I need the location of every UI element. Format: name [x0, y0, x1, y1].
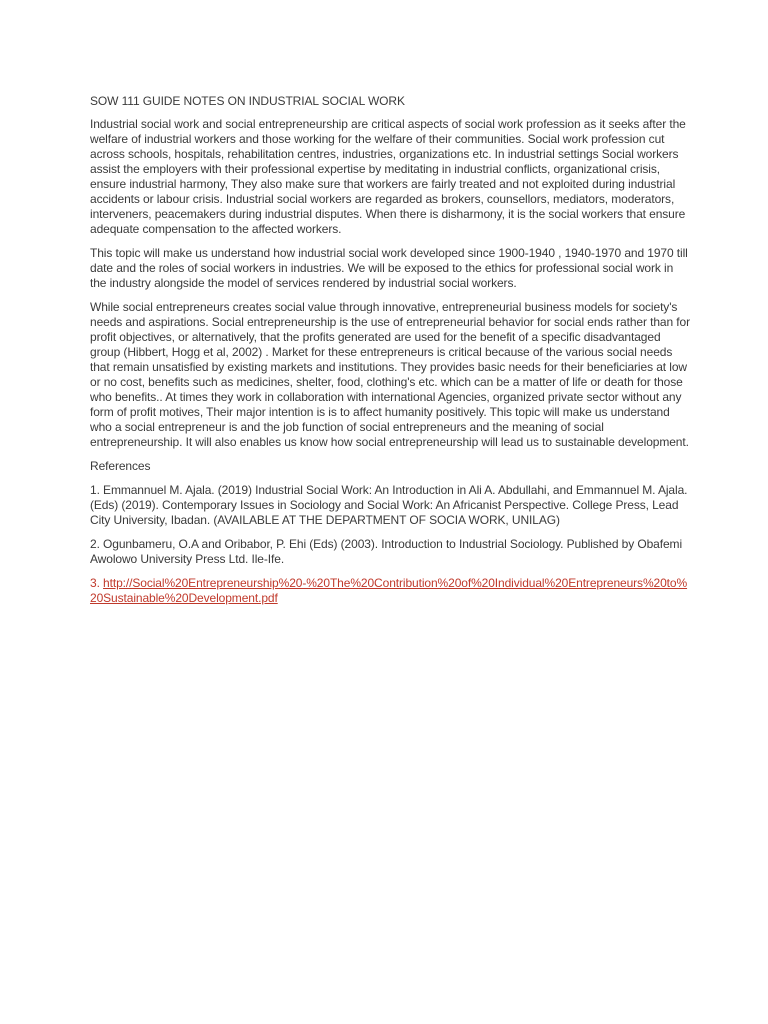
- document-page: [90, 94, 690, 606]
- reference-item-3: [90, 576, 690, 606]
- paragraph-social-entrepreneurs: While social entrepreneurs creates social value through innovative, entrepreneurial business models for society's needs and aspirations. Social entrepreneurship is the use of entrepreneurial behavior for social ends rather than for profit objectives, or alternatively, that the profits generated are used for the benefit of a specific disadvantaged group (Hibbert, Hogg et al, 2002) . Market for these entrepreneurs is critical because of the various social needs that remain unsatisfied by existing markets and institutions. They provides basic needs for their beneficiaries at low or no cost, benefits such as medicines, shelter, food, clothing's etc. which can be a matter of life or death for those who benefits.. At times they work in collaboration with international Agencies, organized private sector without any form of profit motives, Their major intention is is to affect humanity positively. This topic will make us understand who a social entrepreneur is and the job function of social entrepreneurs and the meaning of social entrepreneurship. It will also enables us know how social entrepreneurship will lead us to sustainable development.: [90, 300, 691, 449]
- reference-item-2: 2. Ogunbameru, O.A and Oribabor, P. Ehi (Eds) (2003). Introduction to Industrial Sociology. Published by Obafemi Awolowo University Press Ltd. Ile-Ife.: [90, 537, 683, 566]
- paragraph-topic-overview: This topic will make us understand how industrial social work developed since 1900-1940 , 1940-1970 and 1970 till date and the roles of social workers in industries. We will be exposed to the ethics for professional social work in the industry alongside the model of services rendered by industrial social workers.: [90, 246, 688, 290]
- reference-link[interactable]: http://Social%20Entrepreneurship%20-%20The%20Contribution%20of%20Individual%20Entrepreneurs%20to%20Sustainable%20Development.pdf: [90, 576, 688, 605]
- reference-item-1: 1. Emmannuel M. Ajala. (2019) Industrial Social Work: An Introduction in Ali A. Abdullahi, and Emmannuel M. Ajala. (Eds) (2019). Contemporary Issues in Sociology and Social Work: An Africanist Perspective. College Press, Lead City University, Ibadan. (AVAILABLE AT THE DEPARTMENT OF SOCIA WORK, UNILAG): [90, 483, 688, 527]
- references-heading: References: [90, 459, 151, 473]
- paragraph-industrial-social-work: Industrial social work and social entrepreneurship are critical aspects of social work profession as it seeks after the welfare of industrial workers and those working for the welfare of their communities. Social work profession cut across schools, hospitals, rehabilitation centres, industries, organizations etc. In industrial settings Social workers assist the employers with their professional expertise by meditating in industrial conflicts, organizational crisis, ensure industrial harmony, They also make sure that workers are fairly treated and not exploited during industrial accidents or labour crisis. Industrial social workers are regarded as brokers, counsellors, mediators, moderators, interveners, peacemakers during industrial disputes. When there is disharmony, it is the social workers that ensure adequate compensation to the affected workers.: [90, 117, 686, 236]
- reference-number-3: 3.: [90, 576, 100, 590]
- document-title: SOW 111 GUIDE NOTES ON INDUSTRIAL SOCIAL WORK: [90, 94, 405, 108]
